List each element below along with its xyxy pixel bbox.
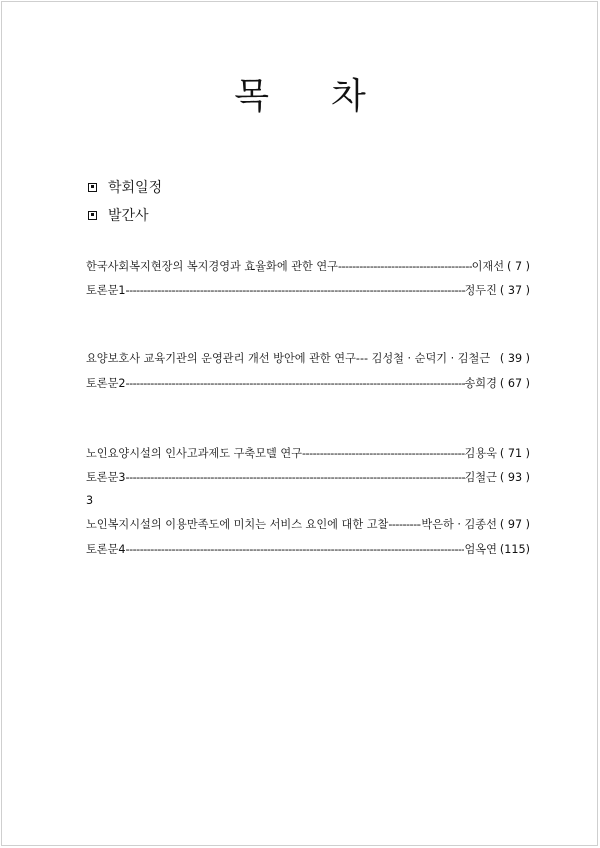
toc-entry — [86, 543, 530, 557]
page-frame — [1, 1, 598, 846]
toc-entry-author: 송희경 — [464, 377, 497, 390]
toc-entry — [86, 447, 530, 461]
toc-leader — [338, 260, 472, 274]
toc-entry-title: 한국사회복지현장의 복지경영과 효율화에 관한 연구 — [86, 260, 338, 273]
front-item-label: 발간사 — [108, 208, 149, 224]
toc-entry-page: ( 39 ) — [499, 352, 530, 365]
toc-entry-page: ( 67 ) — [499, 377, 530, 390]
toc-entry-author: 김철근 — [464, 471, 497, 484]
toc-entry — [86, 471, 530, 485]
stray-text: 3 — [86, 494, 94, 507]
page-title — [0, 68, 600, 119]
toc-entry-title: 토론문1 — [86, 284, 126, 297]
toc-entry-page: ( 93 ) — [499, 471, 530, 484]
toc-entry-page: ( 37 ) — [499, 284, 530, 297]
toc-entry — [86, 284, 530, 298]
toc-entry-title: 토론문3 — [86, 471, 126, 484]
toc-leader — [388, 518, 421, 532]
toc-entry — [86, 260, 530, 274]
toc-entry-page: ( 97 ) — [499, 518, 530, 531]
toc-entry-author: 정두진 — [464, 284, 497, 297]
toc-entry-title: 토론문4 — [86, 543, 126, 556]
toc-leader — [126, 543, 465, 557]
toc-entry-page: ( 71 ) — [499, 447, 530, 460]
toc-leader — [302, 447, 464, 461]
toc-entry — [86, 518, 530, 532]
title-char-1: 목 — [234, 76, 269, 117]
toc-entry-author: 박은하 · 김종선 — [421, 518, 497, 531]
square-bullet-icon — [88, 211, 97, 220]
toc-entry — [86, 377, 530, 391]
toc-entry-author: 이재선 — [471, 260, 505, 273]
toc-entry-title: 노인복지시설의 이용만족도에 미치는 서비스 요인에 대한 고찰 — [86, 518, 389, 531]
toc-entry-title: 노인요양시설의 인사고과제도 구축모델 연구 — [86, 447, 303, 460]
toc-entry-author: 김용욱 — [464, 447, 497, 460]
toc-entry — [86, 352, 530, 366]
toc-entry-page: (115) — [499, 543, 530, 556]
front-item-schedule — [88, 177, 162, 197]
toc-entry-author: 엄옥연 — [464, 543, 497, 556]
square-bullet-icon — [88, 183, 97, 192]
toc-leader — [126, 284, 465, 298]
toc-entry-title: 요양보호사 교육기관의 운영관리 개선 방안에 관한 연구--- 김성철 · 순덕기 · 김철근 — [86, 352, 491, 365]
toc-leader — [126, 471, 465, 485]
front-item-label: 학회일정 — [108, 180, 163, 196]
toc-leader — [126, 377, 465, 391]
title-char-2: 차 — [331, 76, 366, 117]
toc-entry-title: 토론문2 — [86, 377, 126, 390]
front-item-foreword — [88, 205, 149, 225]
toc-entry-page: ( 7 ) — [507, 260, 530, 273]
